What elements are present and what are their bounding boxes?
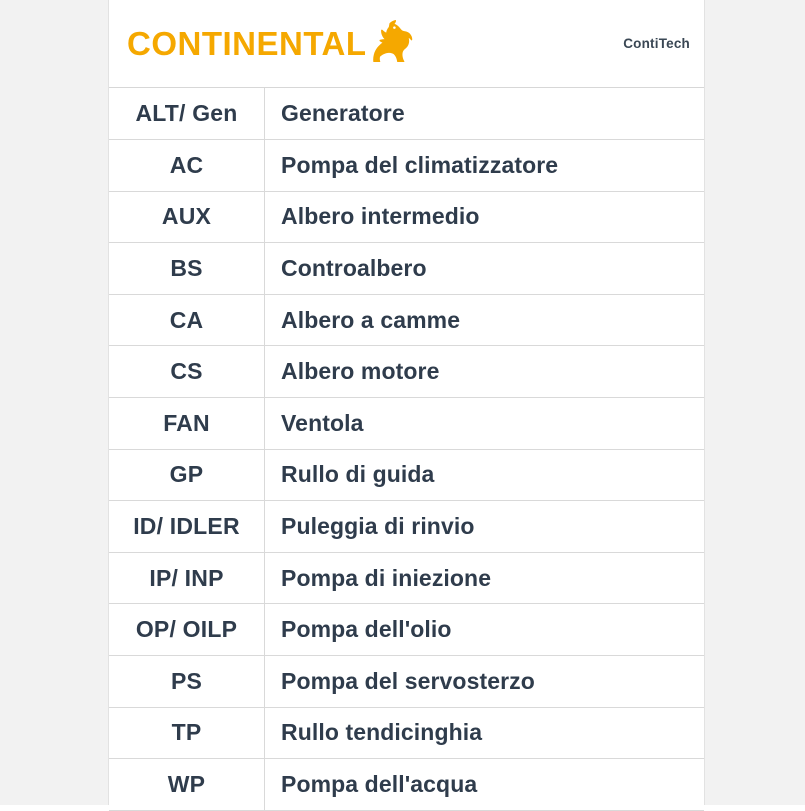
table-row bbox=[109, 140, 704, 192]
horse-icon bbox=[371, 20, 415, 67]
table-row bbox=[109, 604, 704, 656]
table-row bbox=[109, 243, 704, 295]
brand-header bbox=[109, 0, 704, 88]
description-cell: Albero a camme bbox=[265, 294, 705, 346]
table-row bbox=[109, 88, 704, 140]
abbr-cell: FAN bbox=[109, 398, 265, 450]
abbr-cell: CA bbox=[109, 294, 265, 346]
table-row bbox=[109, 294, 704, 346]
table-row bbox=[109, 759, 704, 811]
description-cell: Ventola bbox=[265, 398, 705, 450]
description-cell: Rullo di guida bbox=[265, 449, 705, 501]
description-cell: Pompa dell'olio bbox=[265, 604, 705, 656]
abbr-cell: AUX bbox=[109, 191, 265, 243]
page-left-margin bbox=[0, 0, 109, 805]
abbr-cell: PS bbox=[109, 656, 265, 708]
description-cell: Generatore bbox=[265, 88, 705, 140]
contitech-label: ContiTech bbox=[623, 36, 690, 51]
description-cell: Pompa dell'acqua bbox=[265, 759, 705, 811]
abbr-cell: BS bbox=[109, 243, 265, 295]
continental-logo bbox=[127, 20, 415, 67]
table-row bbox=[109, 501, 704, 553]
table-row bbox=[109, 449, 704, 501]
description-cell: Pompa del climatizzatore bbox=[265, 140, 705, 192]
description-cell: Pompa di iniezione bbox=[265, 552, 705, 604]
table-row bbox=[109, 398, 704, 450]
table-row bbox=[109, 191, 704, 243]
abbreviation-sheet bbox=[109, 0, 704, 805]
abbr-cell: WP bbox=[109, 759, 265, 811]
table-row bbox=[109, 656, 704, 708]
brand-wordmark: CONTINENTAL bbox=[127, 25, 367, 62]
abbreviation-table bbox=[109, 88, 704, 811]
abbr-cell: IP/ INP bbox=[109, 552, 265, 604]
abbr-cell: ALT/ Gen bbox=[109, 88, 265, 140]
table-row bbox=[109, 552, 704, 604]
description-cell: Albero motore bbox=[265, 346, 705, 398]
abbr-cell: OP/ OILP bbox=[109, 604, 265, 656]
abbr-cell: CS bbox=[109, 346, 265, 398]
abbr-cell: ID/ IDLER bbox=[109, 501, 265, 553]
page-right-margin bbox=[704, 0, 805, 805]
table-row bbox=[109, 346, 704, 398]
abbr-cell: GP bbox=[109, 449, 265, 501]
description-cell: Rullo tendicinghia bbox=[265, 707, 705, 759]
description-cell: Puleggia di rinvio bbox=[265, 501, 705, 553]
table-row bbox=[109, 707, 704, 759]
abbr-cell: TP bbox=[109, 707, 265, 759]
description-cell: Pompa del servosterzo bbox=[265, 656, 705, 708]
description-cell: Controalbero bbox=[265, 243, 705, 295]
description-cell: Albero intermedio bbox=[265, 191, 705, 243]
abbr-cell: AC bbox=[109, 140, 265, 192]
